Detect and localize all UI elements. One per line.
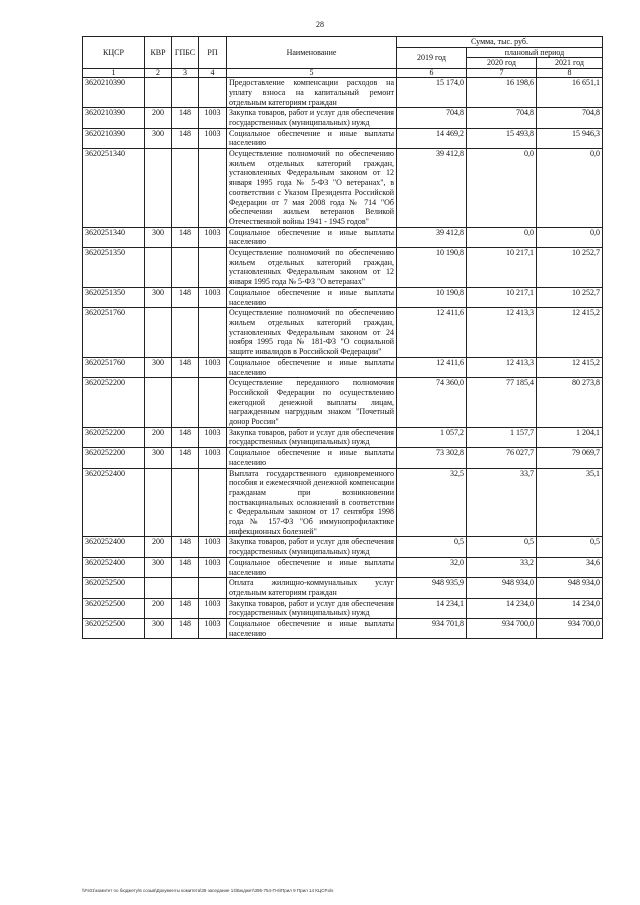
- table-body: [83, 78, 603, 639]
- amount-2019-cell: 12 411,6: [397, 308, 467, 358]
- amount-2019-cell: 74 360,0: [397, 378, 467, 428]
- kcsr-cell: 3620252200: [83, 448, 145, 468]
- kvr-cell: 300: [145, 287, 172, 307]
- kvr-cell: 200: [145, 427, 172, 447]
- amount-2021-cell: 0,5: [537, 537, 603, 557]
- table-row: [83, 557, 603, 577]
- gpbs-cell: [172, 578, 199, 598]
- column-number: 6: [397, 69, 467, 78]
- rp-cell: 1003: [199, 427, 227, 447]
- amount-2019-cell: 14 234,1: [397, 598, 467, 618]
- rp-cell: 1003: [199, 227, 227, 247]
- amount-2021-cell: 35,1: [537, 468, 603, 537]
- kcsr-cell: 3620252400: [83, 557, 145, 577]
- name-cell: Выплата государственного единовременного пособия и ежемесячной денежной компенсации гражданам при возникновении поствакцинальных осложнений в соответствии с Федеральным законом от 17 сентября 1998 года № 157-ФЗ "Об иммунопрофилактике инфекционных болезней": [227, 468, 397, 537]
- kcsr-cell: 3620252200: [83, 378, 145, 428]
- name-cell: Социальное обеспечение и иные выплаты населению: [227, 227, 397, 247]
- kvr-cell: 200: [145, 598, 172, 618]
- amount-2020-cell: 12 413,3: [467, 308, 537, 358]
- kvr-cell: 300: [145, 448, 172, 468]
- page-number: 28: [316, 20, 324, 29]
- header-year-2019: 2019 год: [397, 47, 467, 68]
- kvr-cell: [145, 578, 172, 598]
- amount-2019-cell: 14 469,2: [397, 128, 467, 148]
- rp-cell: 1003: [199, 448, 227, 468]
- column-number: 1: [83, 69, 145, 78]
- rp-cell: [199, 248, 227, 288]
- gpbs-cell: 148: [172, 619, 199, 639]
- table-row: [83, 427, 603, 447]
- table-row: [83, 619, 603, 639]
- table-row: [83, 248, 603, 288]
- name-cell: Социальное обеспечение и иные выплаты населению: [227, 448, 397, 468]
- amount-2019-cell: 73 302,8: [397, 448, 467, 468]
- amount-2020-cell: 77 185,4: [467, 378, 537, 428]
- name-cell: Социальное обеспечение и иные выплаты населению: [227, 287, 397, 307]
- gpbs-cell: [172, 248, 199, 288]
- kcsr-cell: 3620251350: [83, 248, 145, 288]
- amount-2021-cell: 12 415,2: [537, 357, 603, 377]
- amount-2020-cell: 934 700,0: [467, 619, 537, 639]
- amount-2020-cell: 14 234,0: [467, 598, 537, 618]
- kvr-cell: 300: [145, 357, 172, 377]
- rp-cell: 1003: [199, 108, 227, 128]
- name-cell: Социальное обеспечение и иные выплаты населению: [227, 128, 397, 148]
- amount-2020-cell: 704,8: [467, 108, 537, 128]
- header-year-2021: 2021 год: [537, 58, 603, 69]
- table-row: [83, 108, 603, 128]
- kvr-cell: 300: [145, 128, 172, 148]
- kcsr-cell: 3620252500: [83, 578, 145, 598]
- header-gpbs: ГПБС: [172, 37, 199, 69]
- kcsr-cell: 3620210390: [83, 128, 145, 148]
- gpbs-cell: [172, 308, 199, 358]
- table-header: [83, 37, 603, 78]
- kvr-cell: [145, 149, 172, 228]
- budget-table: [82, 36, 603, 639]
- amount-2020-cell: 10 217,1: [467, 287, 537, 307]
- amount-2020-cell: 12 413,3: [467, 357, 537, 377]
- column-number: 7: [467, 69, 537, 78]
- kcsr-cell: 3620252400: [83, 468, 145, 537]
- amount-2019-cell: 1 057,2: [397, 427, 467, 447]
- name-cell: Оплата жилищно-коммунальных услуг отдельным категориям граждан: [227, 578, 397, 598]
- header-kcsr: КЦСР: [83, 37, 145, 69]
- kvr-cell: 300: [145, 619, 172, 639]
- amount-2020-cell: 33,7: [467, 468, 537, 537]
- header-year-2020: 2020 год: [467, 58, 537, 69]
- name-cell: Осуществление полномочий по обеспечению жильем отдельных категорий граждан, установленных Федеральным законом от 12 января 1995 года № 5-ФЗ "О ветеранах": [227, 248, 397, 288]
- kcsr-cell: 3620251340: [83, 149, 145, 228]
- table-row: [83, 598, 603, 618]
- amount-2021-cell: 80 273,8: [537, 378, 603, 428]
- kvr-cell: [145, 248, 172, 288]
- rp-cell: 1003: [199, 128, 227, 148]
- table-row: [83, 378, 603, 428]
- kvr-cell: 300: [145, 227, 172, 247]
- header-rp: РП: [199, 37, 227, 69]
- kcsr-cell: 3620252400: [83, 537, 145, 557]
- amount-2021-cell: 34,6: [537, 557, 603, 577]
- table-row: [83, 128, 603, 148]
- rp-cell: [199, 149, 227, 228]
- header-planned-period: плановый период: [467, 47, 603, 58]
- kvr-cell: [145, 378, 172, 428]
- name-cell: Социальное обеспечение и иные выплаты населению: [227, 557, 397, 577]
- table-row: [83, 468, 603, 537]
- gpbs-cell: [172, 149, 199, 228]
- amount-2020-cell: 0,5: [467, 537, 537, 557]
- amount-2019-cell: 32,0: [397, 557, 467, 577]
- rp-cell: 1003: [199, 557, 227, 577]
- table-row: [83, 357, 603, 377]
- table-row: [83, 578, 603, 598]
- kcsr-cell: 3620210390: [83, 78, 145, 108]
- kvr-cell: 300: [145, 557, 172, 577]
- amount-2021-cell: 0,0: [537, 149, 603, 228]
- name-cell: Закупка товаров, работ и услуг для обеспечения государственных (муниципальных) нужд: [227, 108, 397, 128]
- table-row: [83, 287, 603, 307]
- amount-2019-cell: 32,5: [397, 468, 467, 537]
- name-cell: Социальное обеспечение и иные выплаты населению: [227, 619, 397, 639]
- header-amount: Сумма, тыс. руб.: [397, 37, 603, 48]
- rp-cell: [199, 578, 227, 598]
- rp-cell: 1003: [199, 619, 227, 639]
- column-number: 5: [227, 69, 397, 78]
- kcsr-cell: 3620251340: [83, 227, 145, 247]
- rp-cell: 1003: [199, 537, 227, 557]
- amount-2020-cell: 76 027,7: [467, 448, 537, 468]
- amount-2021-cell: 0,0: [537, 227, 603, 247]
- rp-cell: [199, 78, 227, 108]
- amount-2020-cell: 16 198,6: [467, 78, 537, 108]
- name-cell: Социальное обеспечение и иные выплаты населению: [227, 357, 397, 377]
- gpbs-cell: [172, 468, 199, 537]
- column-number: 2: [145, 69, 172, 78]
- gpbs-cell: 148: [172, 227, 199, 247]
- rp-cell: [199, 468, 227, 537]
- amount-2020-cell: 15 493,8: [467, 128, 537, 148]
- amount-2021-cell: 14 234,0: [537, 598, 603, 618]
- amount-2019-cell: 934 701,8: [397, 619, 467, 639]
- amount-2021-cell: 12 415,2: [537, 308, 603, 358]
- amount-2021-cell: 79 069,7: [537, 448, 603, 468]
- rp-cell: [199, 378, 227, 428]
- amount-2019-cell: 948 935,9: [397, 578, 467, 598]
- amount-2020-cell: 1 157,7: [467, 427, 537, 447]
- table-row: [83, 537, 603, 557]
- gpbs-cell: 148: [172, 357, 199, 377]
- table-row: [83, 448, 603, 468]
- gpbs-cell: 148: [172, 448, 199, 468]
- column-number: 3: [172, 69, 199, 78]
- gpbs-cell: 148: [172, 598, 199, 618]
- amount-2019-cell: 12 411,6: [397, 357, 467, 377]
- name-cell: Осуществление переданного полномочия Российской Федерации по осуществлению ежегодной денежной выплаты лицам, награжденным нагрудным знаком "Почетный донор России": [227, 378, 397, 428]
- gpbs-cell: 148: [172, 128, 199, 148]
- header-kvr: КВР: [145, 37, 172, 69]
- gpbs-cell: 148: [172, 287, 199, 307]
- name-cell: Закупка товаров, работ и услуг для обеспечения государственных (муниципальных) нужд: [227, 427, 397, 447]
- amount-2019-cell: 10 190,8: [397, 287, 467, 307]
- amount-2021-cell: 934 700,0: [537, 619, 603, 639]
- amount-2021-cell: 10 252,7: [537, 248, 603, 288]
- kcsr-cell: 3620251350: [83, 287, 145, 307]
- amount-2019-cell: 704,8: [397, 108, 467, 128]
- rp-cell: 1003: [199, 598, 227, 618]
- table-row: [83, 227, 603, 247]
- amount-2019-cell: 15 174,0: [397, 78, 467, 108]
- table-row: [83, 308, 603, 358]
- rp-cell: 1003: [199, 357, 227, 377]
- rp-cell: [199, 308, 227, 358]
- gpbs-cell: [172, 378, 199, 428]
- kcsr-cell: 3620251760: [83, 357, 145, 377]
- amount-2020-cell: 10 217,1: [467, 248, 537, 288]
- amount-2019-cell: 0,5: [397, 537, 467, 557]
- kcsr-cell: 3620252500: [83, 598, 145, 618]
- kvr-cell: 200: [145, 108, 172, 128]
- kvr-cell: 200: [145, 537, 172, 557]
- column-numbers-row: [83, 69, 603, 78]
- amount-2021-cell: 15 946,3: [537, 128, 603, 148]
- table-row: [83, 78, 603, 108]
- amount-2019-cell: 10 190,8: [397, 248, 467, 288]
- amount-2021-cell: 704,8: [537, 108, 603, 128]
- header-name: Наименование: [227, 37, 397, 69]
- amount-2020-cell: 33,2: [467, 557, 537, 577]
- kcsr-cell: 3620252500: [83, 619, 145, 639]
- gpbs-cell: 148: [172, 108, 199, 128]
- name-cell: Закупка товаров, работ и услуг для обеспечения государственных (муниципальных) нужд: [227, 598, 397, 618]
- name-cell: Осуществление полномочий по обеспечению жильем отдельных категорий граждан, установленных Федеральным законом от 12 января 1995 года № 5-ФЗ "О ветеранах", в соответствии с Указом Президента Российской Федерации от 7 мая 2008 года № 714 "Об обеспечении жильем ветеранов Великой Отечественной войны 1941 - 1945 годов": [227, 149, 397, 228]
- table-row: [83, 149, 603, 228]
- rp-cell: 1003: [199, 287, 227, 307]
- amount-2020-cell: 0,0: [467, 227, 537, 247]
- kcsr-cell: 3620210390: [83, 108, 145, 128]
- amount-2020-cell: 0,0: [467, 149, 537, 228]
- amount-2019-cell: 39 412,8: [397, 149, 467, 228]
- kvr-cell: [145, 308, 172, 358]
- kvr-cell: [145, 78, 172, 108]
- kcsr-cell: 3620251760: [83, 308, 145, 358]
- gpbs-cell: 148: [172, 537, 199, 557]
- name-cell: Предоставление компенсации расходов на уплату взноса на капитальный ремонт отдельным категориям граждан: [227, 78, 397, 108]
- name-cell: Осуществление полномочий по обеспечению жильем отдельных категорий граждан, установленных Федеральным законом от 24 ноября 1995 года № 181-ФЗ "О социальной защите инвалидов в Российской Федерации": [227, 308, 397, 358]
- amount-2021-cell: 1 204,1: [537, 427, 603, 447]
- footer-file-path: \\Fs01\комитет по бюджету\6 созыв\Документы комитета\39 заседание 14\Бюджет\395-754-П-6\Прил 9 Прил 14 КЦСР.xls: [82, 888, 334, 893]
- amount-2019-cell: 39 412,8: [397, 227, 467, 247]
- amount-2021-cell: 10 252,7: [537, 287, 603, 307]
- column-number: 8: [537, 69, 603, 78]
- amount-2021-cell: 16 651,1: [537, 78, 603, 108]
- gpbs-cell: [172, 78, 199, 108]
- kcsr-cell: 3620252200: [83, 427, 145, 447]
- column-number: 4: [199, 69, 227, 78]
- gpbs-cell: 148: [172, 427, 199, 447]
- amount-2020-cell: 948 934,0: [467, 578, 537, 598]
- name-cell: Закупка товаров, работ и услуг для обеспечения государственных (муниципальных) нужд: [227, 537, 397, 557]
- kvr-cell: [145, 468, 172, 537]
- gpbs-cell: 148: [172, 557, 199, 577]
- amount-2021-cell: 948 934,0: [537, 578, 603, 598]
